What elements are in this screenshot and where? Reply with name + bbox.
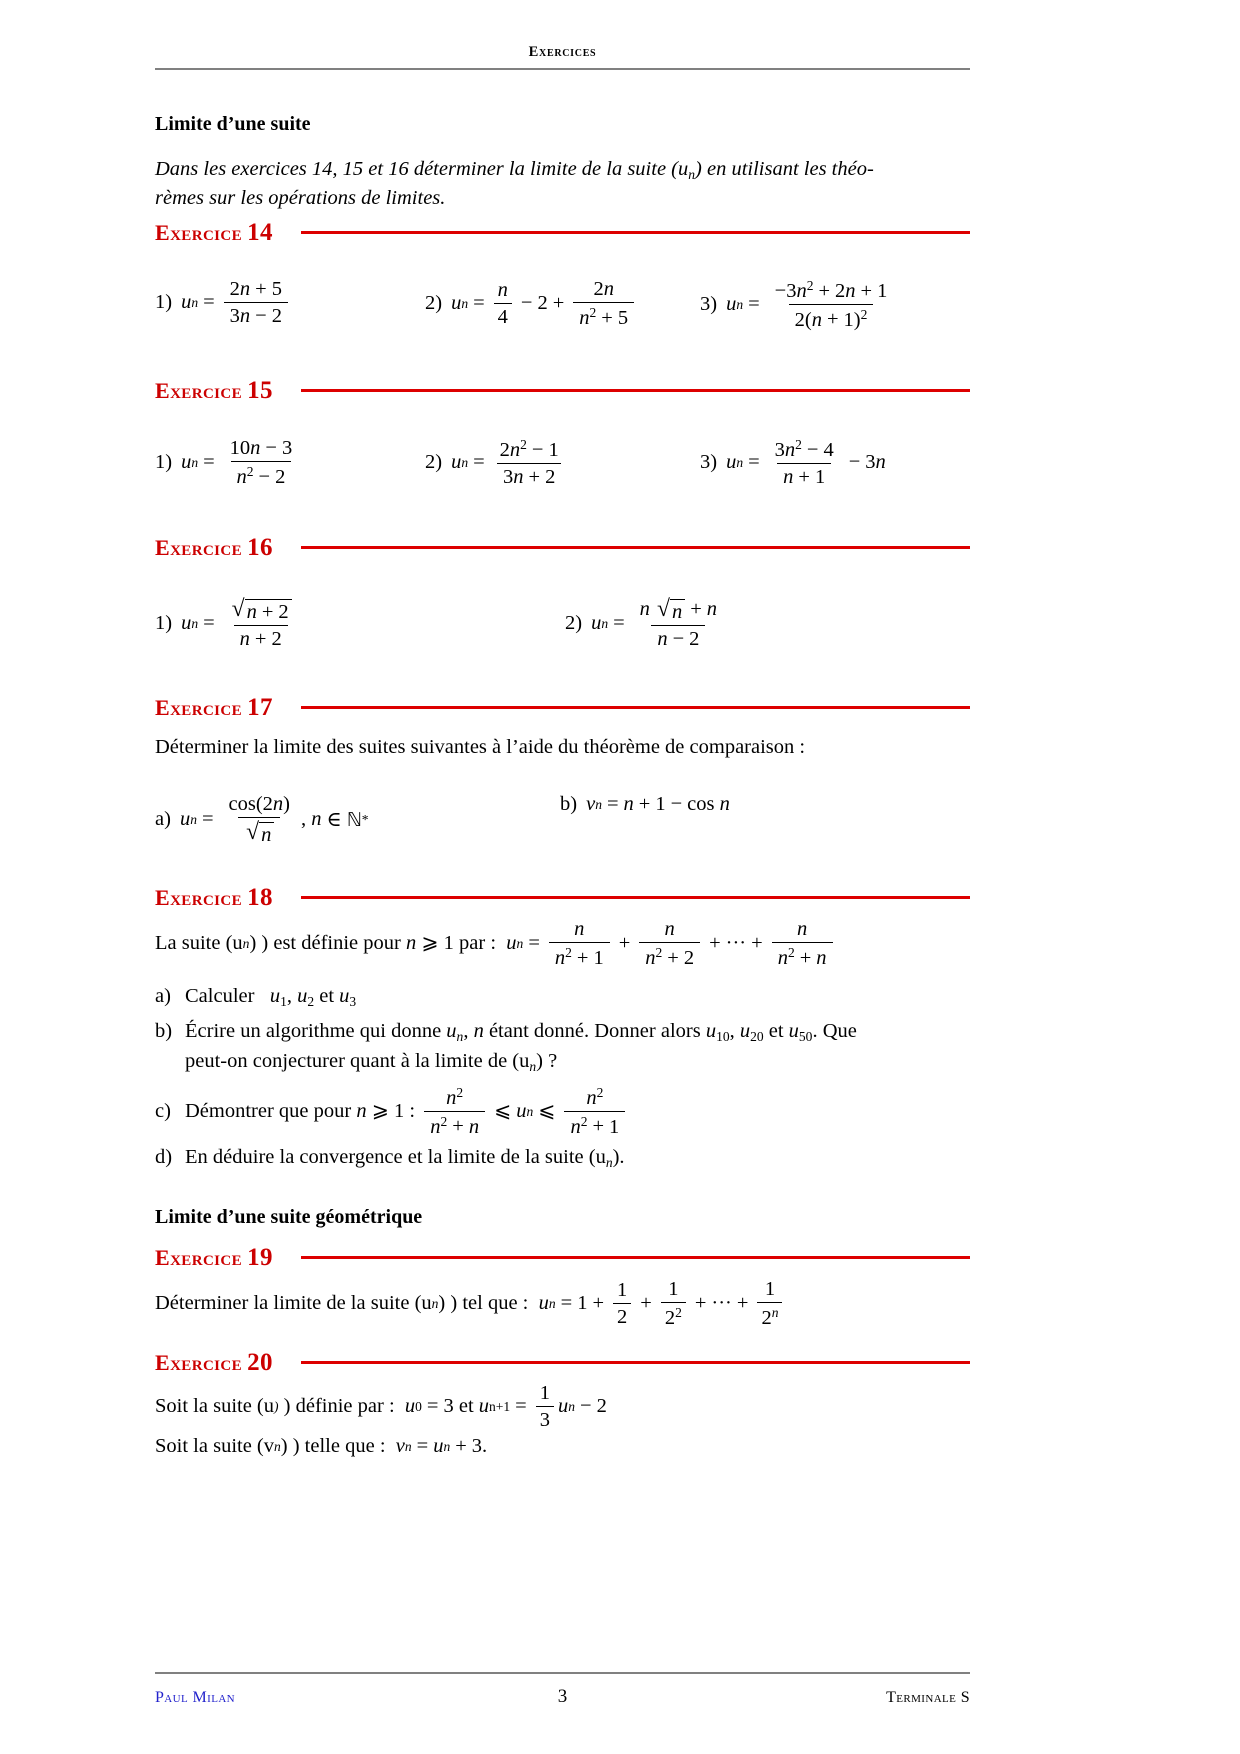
exercise-20-line-1: Soit la suite (u ) ) définie par : u 0 = 3 et u n+1 = $\frac{1}{3}$ u n − 2: [155, 1382, 607, 1431]
running-head: Exercices: [528, 44, 597, 60]
exercise-14-items: [155, 278, 970, 331]
ex14-item-2-marker: 2): [425, 292, 443, 315]
exercise-header-16: [155, 535, 970, 560]
exercise-rule-18: [301, 896, 970, 899]
ex14-item-2: [425, 278, 700, 330]
ex16-item-1-marker: 1): [155, 612, 173, 635]
sqrt-icon: √ n + 2: [230, 597, 292, 624]
exercise-label-16: Exercice 16: [155, 534, 273, 561]
footer-author: Paul Milan: [155, 1689, 236, 1706]
ex20-line2-b: ) telle que :: [292, 1435, 386, 1457]
exercise-header-15: [155, 378, 970, 403]
ex20-line2-a: Soit la suite (v: [155, 1435, 275, 1457]
exercise-18-statement: La suite (u n ) ) est définie pour n ⩾ 1 par : u n = $\frac{n}{n2 + 1}$ + $\frac{n}{n2 + 2}$ + ··· + $\frac{n}{n2 + n}$: [155, 918, 970, 970]
ex16-formula-2: u n = n √ n + n n − 2: [591, 596, 718, 650]
ex18-item-b-marker: b): [155, 1020, 173, 1042]
ex16-item-1: [155, 597, 565, 651]
exercise-17-items: [155, 793, 970, 847]
ex14-item-1: [155, 278, 425, 328]
ex20-line1-c: et: [458, 1395, 474, 1418]
footer-level: Terminale S: [886, 1689, 970, 1706]
intro-paragraph: [155, 155, 970, 213]
exercise-label-14: Exercice 14: [155, 219, 273, 246]
exercise-rule-15: [301, 389, 970, 392]
ex17-formula-a: u n = cos(2n) √ n , n ∈ ℕ *: [179, 793, 369, 846]
ex18-statement-prefix: La suite (u: [155, 931, 243, 954]
exercise-17-statement: Déterminer la limite des suites suivantes à l’aide du théorème de comparaison :: [155, 736, 806, 758]
ex15-item-1-marker: 1): [155, 451, 173, 474]
ex15-formula-2: u n = $\frac{2n2 - 1}{3n + 2}$: [451, 437, 569, 489]
ex18-item-b-p3: étant donné. Donner alors: [488, 1020, 701, 1042]
exercise-label-18: Exercice 18: [155, 884, 273, 911]
ex20-formula-recurrence: u n+1 = $\frac{1}{3}$ u n − 2: [478, 1382, 607, 1431]
ex15-formula-3: u n = $\frac{3n2 - 4}{n + 1}$ − 3 n: [726, 437, 886, 488]
exercise-label-15: Exercice 15: [155, 377, 273, 404]
ex18-item-a-marker: a): [155, 985, 171, 1007]
exercise-header-20: [155, 1350, 970, 1375]
page-footer: [155, 1686, 970, 1708]
ex18-item-c-cond: ⩾ 1 :: [371, 1099, 416, 1122]
ex18-item-a-tail: et: [319, 985, 335, 1007]
ex18-item-d-text-b: ).: [612, 1146, 625, 1168]
ex18-item-b-p1: Écrire un algorithme qui donne: [185, 1020, 442, 1042]
ex14-item-1-marker: 1): [155, 291, 173, 314]
intro-line-2: rèmes sur les opérations de limites.: [155, 187, 446, 210]
sqrt-icon: √ n: [244, 820, 274, 847]
ex16-item-2: [565, 597, 727, 651]
ex17-item-b: [560, 793, 730, 816]
ex18-item-b-p5: et: [768, 1020, 784, 1042]
intro-line-1b: ) en utilisant les théo-: [695, 158, 874, 180]
section-title-limite-suite: Limite d’une suite: [155, 113, 311, 135]
exercise-header-19: [155, 1245, 970, 1270]
intro-sub-n: n: [688, 166, 696, 182]
footer-page-number: 3: [557, 1686, 568, 1707]
ex15-item-1: [155, 437, 425, 489]
ex19-statement-a: Déterminer la limite de la suite (u: [155, 1291, 432, 1314]
ex15-item-2: [425, 437, 700, 489]
ex18-item-b-line2b: ) ?: [536, 1049, 558, 1072]
exercise-rule-14: [301, 231, 970, 234]
ex18-item-b-p6: . Que: [812, 1020, 857, 1042]
exercise-rule-17: [301, 706, 970, 709]
ex17-item-a: [155, 793, 560, 847]
ex14-formula-2: u n = $\frac{n}{4}$ − 2 + $\frac{2n}{n2 + 5}$: [451, 278, 638, 330]
exercise-19-statement: Déterminer la limite de la suite (u n ) ) tel que : u n = 1 + $\frac{1}{2}$ + $\frac{1}{22}$ + ··· + $\frac{1}{2n}$: [155, 1278, 970, 1330]
ex18-item-c-prefix: Démontrer que pour: [185, 1099, 352, 1122]
section-title-limite-suite-geometrique: Limite d’une suite géométrique: [155, 1206, 423, 1228]
ex20-line1-b: ) définie par :: [283, 1395, 395, 1418]
ex14-formula-1: u n = $\frac{2n + 5}{3n - 2}$: [181, 278, 292, 328]
ex16-formula-1: u n = √ n + 2 n + 2: [181, 597, 302, 651]
sqrt-icon: √ n: [655, 597, 685, 624]
ex18-item-d-text-a: En déduire la convergence et la limite de la suite (u: [185, 1146, 606, 1168]
exercise-16-items: [155, 597, 970, 651]
footer-rule: [155, 1672, 970, 1674]
ex18-formula-main: u n = $\frac{n}{n2 + 1}$ + $\frac{n}{n2 + 2}$ + ··· + $\frac{n}{n2 + n}$: [506, 918, 836, 970]
ex16-item-2-marker: 2): [565, 612, 583, 635]
exercise-rule-16: [301, 546, 970, 549]
ex18-item-d: d) En déduire la convergence et la limite de la suite (un).: [155, 1143, 970, 1173]
exercise-rule-20: [301, 1361, 970, 1364]
ex18-formula-c: $\frac{n2}{n2 + n}$ ⩽ u n ⩽ $\frac{n2}{n2 + 1}$: [420, 1085, 629, 1138]
ex18-item-a: a) Calculer u1, u2 et u3: [155, 982, 970, 1012]
exercise-header-17: [155, 695, 970, 720]
ex18-item-c-marker: c): [155, 1099, 171, 1122]
exercise-label-19: Exercice 19: [155, 1244, 273, 1271]
ex15-item-2-marker: 2): [425, 451, 443, 474]
ex20-line1-a: Soit la suite (u: [155, 1395, 275, 1418]
ex18-item-a-text: Calculer: [185, 985, 255, 1007]
ex17-formula-b: v n = n + 1 − cos n: [586, 793, 730, 815]
ex17-item-a-marker: a): [155, 808, 171, 831]
exercise-20-line-2: Soit la suite (v n ) ) telle que : v n = u n + 3.: [155, 1432, 970, 1462]
exercise-header-18: [155, 885, 970, 910]
ex18-item-c: c) Démontrer que pour n ⩾ 1 : $\frac{n2}{n2 + n}$ ⩽ u n ⩽ $\frac{n2}{n2 + 1}$: [155, 1085, 970, 1138]
exercise-rule-19: [301, 1256, 970, 1259]
ex18-item-b: b) Écrire un algorithme qui donne un, n étant donné. Donner alors u10, u20 et u50. Que peut-on conjecturer quant à la limite de (un) ?: [155, 1017, 970, 1076]
ex17-item-b-marker: b): [560, 793, 578, 815]
ex15-item-3-marker: 3): [700, 451, 718, 474]
ex14-item-3: [700, 278, 897, 331]
exercise-label-17: Exercice 17: [155, 694, 273, 721]
ex20-formula-v: v n = u n + 3.: [395, 1435, 488, 1457]
ex14-item-3-marker: 3): [700, 293, 718, 316]
ex18-statement-mid: ) est définie pour: [261, 931, 401, 954]
ex18-statement-cond: ⩾ 1 par :: [421, 931, 497, 954]
ex20-formula-u0: u 0 = 3: [404, 1395, 454, 1418]
ex18-item-b-p4: ,: [729, 1020, 735, 1042]
ex18-item-b-line2a: peut-on conjecturer quant à la limite de (u: [185, 1049, 530, 1072]
ex14-formula-3: u n = $\frac{-3n2 + 2n + 1}{2(n + 1)2}$: [726, 278, 888, 331]
ex19-formula: u n = 1 + $\frac{1}{2}$ + $\frac{1}{22}$ + ··· + $\frac{1}{2n}$: [539, 1278, 787, 1330]
ex18-item-d-marker: d): [155, 1146, 173, 1168]
exercise-label-20: Exercice 20: [155, 1349, 273, 1376]
header-rule: [155, 68, 970, 70]
exercise-15-items: [155, 437, 970, 489]
exercise-header-14: [155, 220, 970, 245]
ex15-item-3: [700, 437, 886, 489]
ex15-formula-1: u n = $\frac{10n - 3}{n2 - 2}$: [181, 437, 293, 488]
ex19-statement-b: ) tel que :: [450, 1291, 529, 1314]
intro-line-1a: Dans les exercices 14, 15 et 16 déterminer la limite de la suite (u: [155, 158, 689, 180]
ex18-item-b-p2: ,: [463, 1020, 469, 1042]
